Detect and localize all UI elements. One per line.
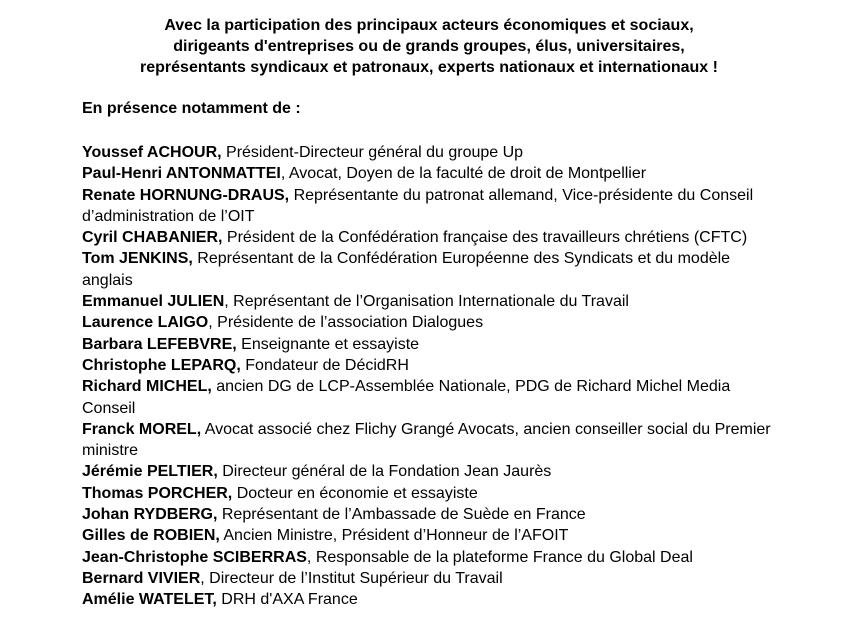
attendee-name: Tom JENKINS, [82,250,193,268]
attendee-role: , Responsable de la plateforme France du Global Deal [306,548,693,566]
intro-line: représentants syndicaux et patronaux, experts nationaux et internationaux ! [140,59,718,76]
attendee-item [82,185,772,228]
attendee-name: Richard MICHEL, [82,378,212,396]
attendee-item [82,355,772,376]
attendee-role: Représentant de l’Ambassade de Suède en France [217,506,586,524]
attendee-name: Barbara LEFEBVRE, [82,335,237,353]
attendee-item [82,312,772,333]
attendee-name: Amélie WATELET, [82,591,217,609]
attendee-item [82,568,772,589]
attendee-role: Directeur général de la Fondation Jean Jaurès [217,463,552,481]
attendee-role: Président de la Confédération française des travailleurs chrétiens (CFTC) [222,229,748,247]
attendee-name: Gilles de ROBIEN, [82,527,220,545]
attendee-role: Avocat associé chez Flichy Grangé Avocats, ancien conseiller social du Premier ministre [82,420,771,460]
attendee-role: Enseignante et essayiste [236,335,420,353]
attendee-role: Représentante du patronat allemand, Vice-présidente du Conseil d’administration de l’OIT [82,186,754,225]
attendee-name: Jérémie PELTIER, [82,463,218,481]
attendee-item [82,525,772,546]
attendees-heading: En présence notamment de : [82,100,301,117]
attendee-name: Thomas PORCHER, [82,484,233,502]
attendee-role: , Avocat, Doyen de la faculté de droit de Montpellier [280,165,647,183]
intro-line: Avec la participation des principaux acteurs économiques et sociaux, [164,17,694,34]
attendee-role: DRH d'AXA France [216,591,358,609]
attendee-name: Johan RYDBERG, [82,506,218,524]
attendee-item [82,227,772,248]
attendee-name: Franck MOREL, [82,420,202,438]
intro-line: dirigeants d'entreprises ou de grands groupes, élus, universitaires, [173,38,685,55]
attendee-role: Fondateur de DécidRH [240,356,409,374]
attendees-list [82,142,772,611]
attendee-name: Christophe LEPARQ, [82,356,241,374]
attendee-item [82,589,772,610]
attendee-role: Président-Directeur général du groupe Up [221,144,524,161]
attendee-item [82,483,772,504]
attendee-item [82,291,772,312]
attendee-item [82,142,772,163]
attendee-role: , Présidente de l’association Dialogues [208,314,484,332]
attendee-name: Youssef ACHOUR, [82,144,222,161]
attendee-item [82,163,772,184]
attendee-name: Jean-Christophe SCIBERRAS [82,548,307,566]
attendee-role: ancien DG de LCP-Assemblée Nationale, PDG de Richard Michel Media Conseil [82,378,731,417]
attendee-name: Laurence LAIGO [82,314,209,332]
attendee-role: , Directeur de l’Institut Supérieur du Travail [200,569,503,587]
intro-paragraph [60,15,798,78]
attendee-item [82,419,772,462]
attendee-item [82,376,772,419]
attendee-role: Docteur en économie et essayiste [232,484,478,502]
attendee-name: Cyril CHABANIER, [82,229,223,247]
attendee-item [82,547,772,568]
attendee-role: Ancien Ministre, Président d’Honneur de l’AFOIT [219,527,569,545]
attendee-item [82,461,772,482]
attendee-name: Renate HORNUNG-DRAUS, [82,186,290,204]
attendee-item [82,334,772,355]
attendee-item [82,504,772,525]
attendee-role: , Représentant de l’Organisation Internationale du Travail [224,293,629,311]
attendee-role: Représentant de la Confédération Européenne des Syndicats et du modèle anglais [82,250,731,289]
attendee-name: Bernard VIVIER [82,569,201,587]
attendee-name: Emmanuel JULIEN [82,293,225,311]
attendee-name: Paul-Henri ANTONMATTEI [82,165,281,183]
attendee-item [82,248,772,291]
